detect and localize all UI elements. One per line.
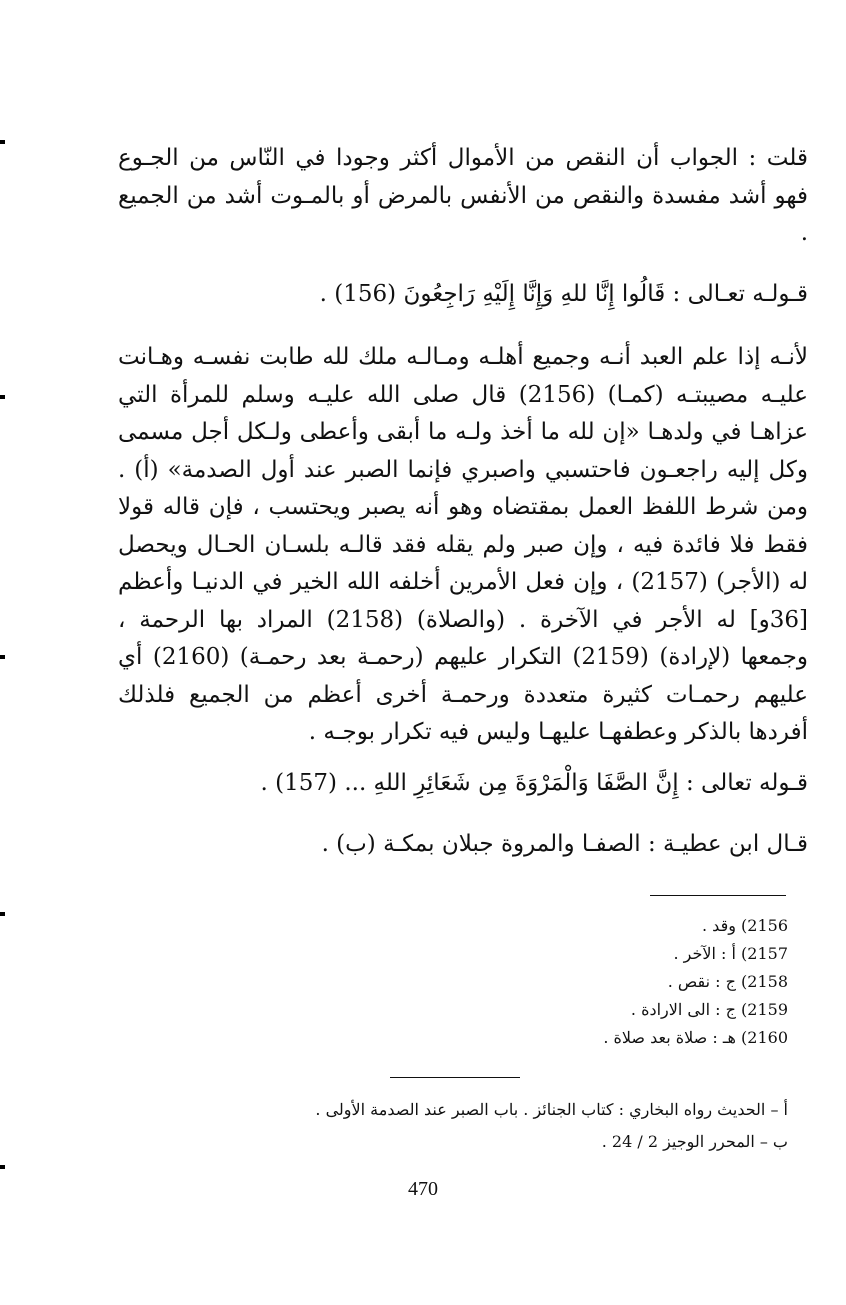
answer-paragraph xyxy=(118,140,808,253)
reference-item: ب – المحرر الوجيز 2 / 24 . xyxy=(601,1132,788,1151)
verse-text: قـوله تعالى : إِنَّ الصَّفَا وَالْمَرْوَةَ مِن شَعَائِرِ اللهِ ... (157) . xyxy=(260,770,808,796)
ibn-atiyya-paragraph xyxy=(118,826,808,864)
commentary-paragraph xyxy=(118,339,808,752)
verse-156-heading xyxy=(118,276,808,313)
footnote-item: 2159) ج : الى الارادة . xyxy=(630,1000,788,1019)
footnote-item: 2160) هـ : صلاة بعد صلاة . xyxy=(603,1028,788,1047)
verse-text: قـولـه تعـالى : قَالُوا إِنَّا للهِ وَإِنَّا إِلَيْهِ رَاجِعُونَ (156) . xyxy=(319,281,808,307)
paragraph-text: قـال ابن عطيـة : الصفـا والمروة جبلان بمكـة (ب) . xyxy=(321,831,808,857)
variant-footnotes xyxy=(188,912,788,1052)
scan-edge-mark xyxy=(0,140,5,144)
paragraph-text: قلت : الجواب أن النقص من الأموال أكثر وجودا في النّاس من الجـوع فهو أشد مفسدة والنقص من الأنفس بالمرض أو بالمـوت أشد من الجميع . xyxy=(118,145,808,246)
footnote-item: 2156) وقد . xyxy=(702,916,788,935)
scan-edge-mark xyxy=(0,655,5,659)
footnote-divider xyxy=(650,895,786,896)
scan-edge-mark xyxy=(0,912,5,916)
reference-divider xyxy=(390,1077,520,1078)
scan-edge-mark xyxy=(0,395,5,399)
page-number: 470 xyxy=(408,1178,438,1200)
reference-item: أ – الحديث رواه البخاري : كتاب الجنائز . باب الصبر عند الصدمة الأولى . xyxy=(315,1100,788,1119)
footnote-item: 2158) ج : نقص . xyxy=(667,972,788,991)
paragraph-text: لأنـه إذا علم العبد أنـه وجميع أهلـه ومـالـه ملك لله طابت نفسـه وهـانت عليـه مصيبتـه (كمـا) (2156) قال صلى الله عليـه وسلم للمرأة التي عزاهـا في ولدهـا «إن لله ما أخذ ولـه ما أبقى وأعطى ولـكل أجل مسمى وكل إليه راجعـون فاحتسبي واصبري فإنما الصبر عند أول الصدمة» (أ) . ومن شرط اللفظ العمل بمقتضاه وهو أنه يصبر ويحتسب ، فإن قاله قولا فقط فلا فائدة فيه ، وإن صبر ولم يقله فقد قالـه بلسـان الحـال ويحصل له (الأجر) (2157) ، وإن فعل الأمرين أخلفه الله الخير في الدنيـا وأعظم [36و] له الأجر في الآخرة . (والصلاة) (2158) المراد بها الرحمة ، وجمعها (لإرادة) (2159) التكرار عليهم (رحمـة بعد رحمـة) (2160) أي عليهم رحمـات كثيرة متعددة ورحمـة أخرى أعظم من الجميع فلذلك أفردها بالذكر وعطفهـا عليهـا وليس فيه تكرار بوجـه . xyxy=(118,344,809,745)
footnote-item: 2157) أ : الآخر . xyxy=(673,944,788,963)
reference-notes xyxy=(68,1094,788,1158)
verse-157-heading xyxy=(118,765,808,802)
scan-edge-mark xyxy=(0,1165,5,1169)
